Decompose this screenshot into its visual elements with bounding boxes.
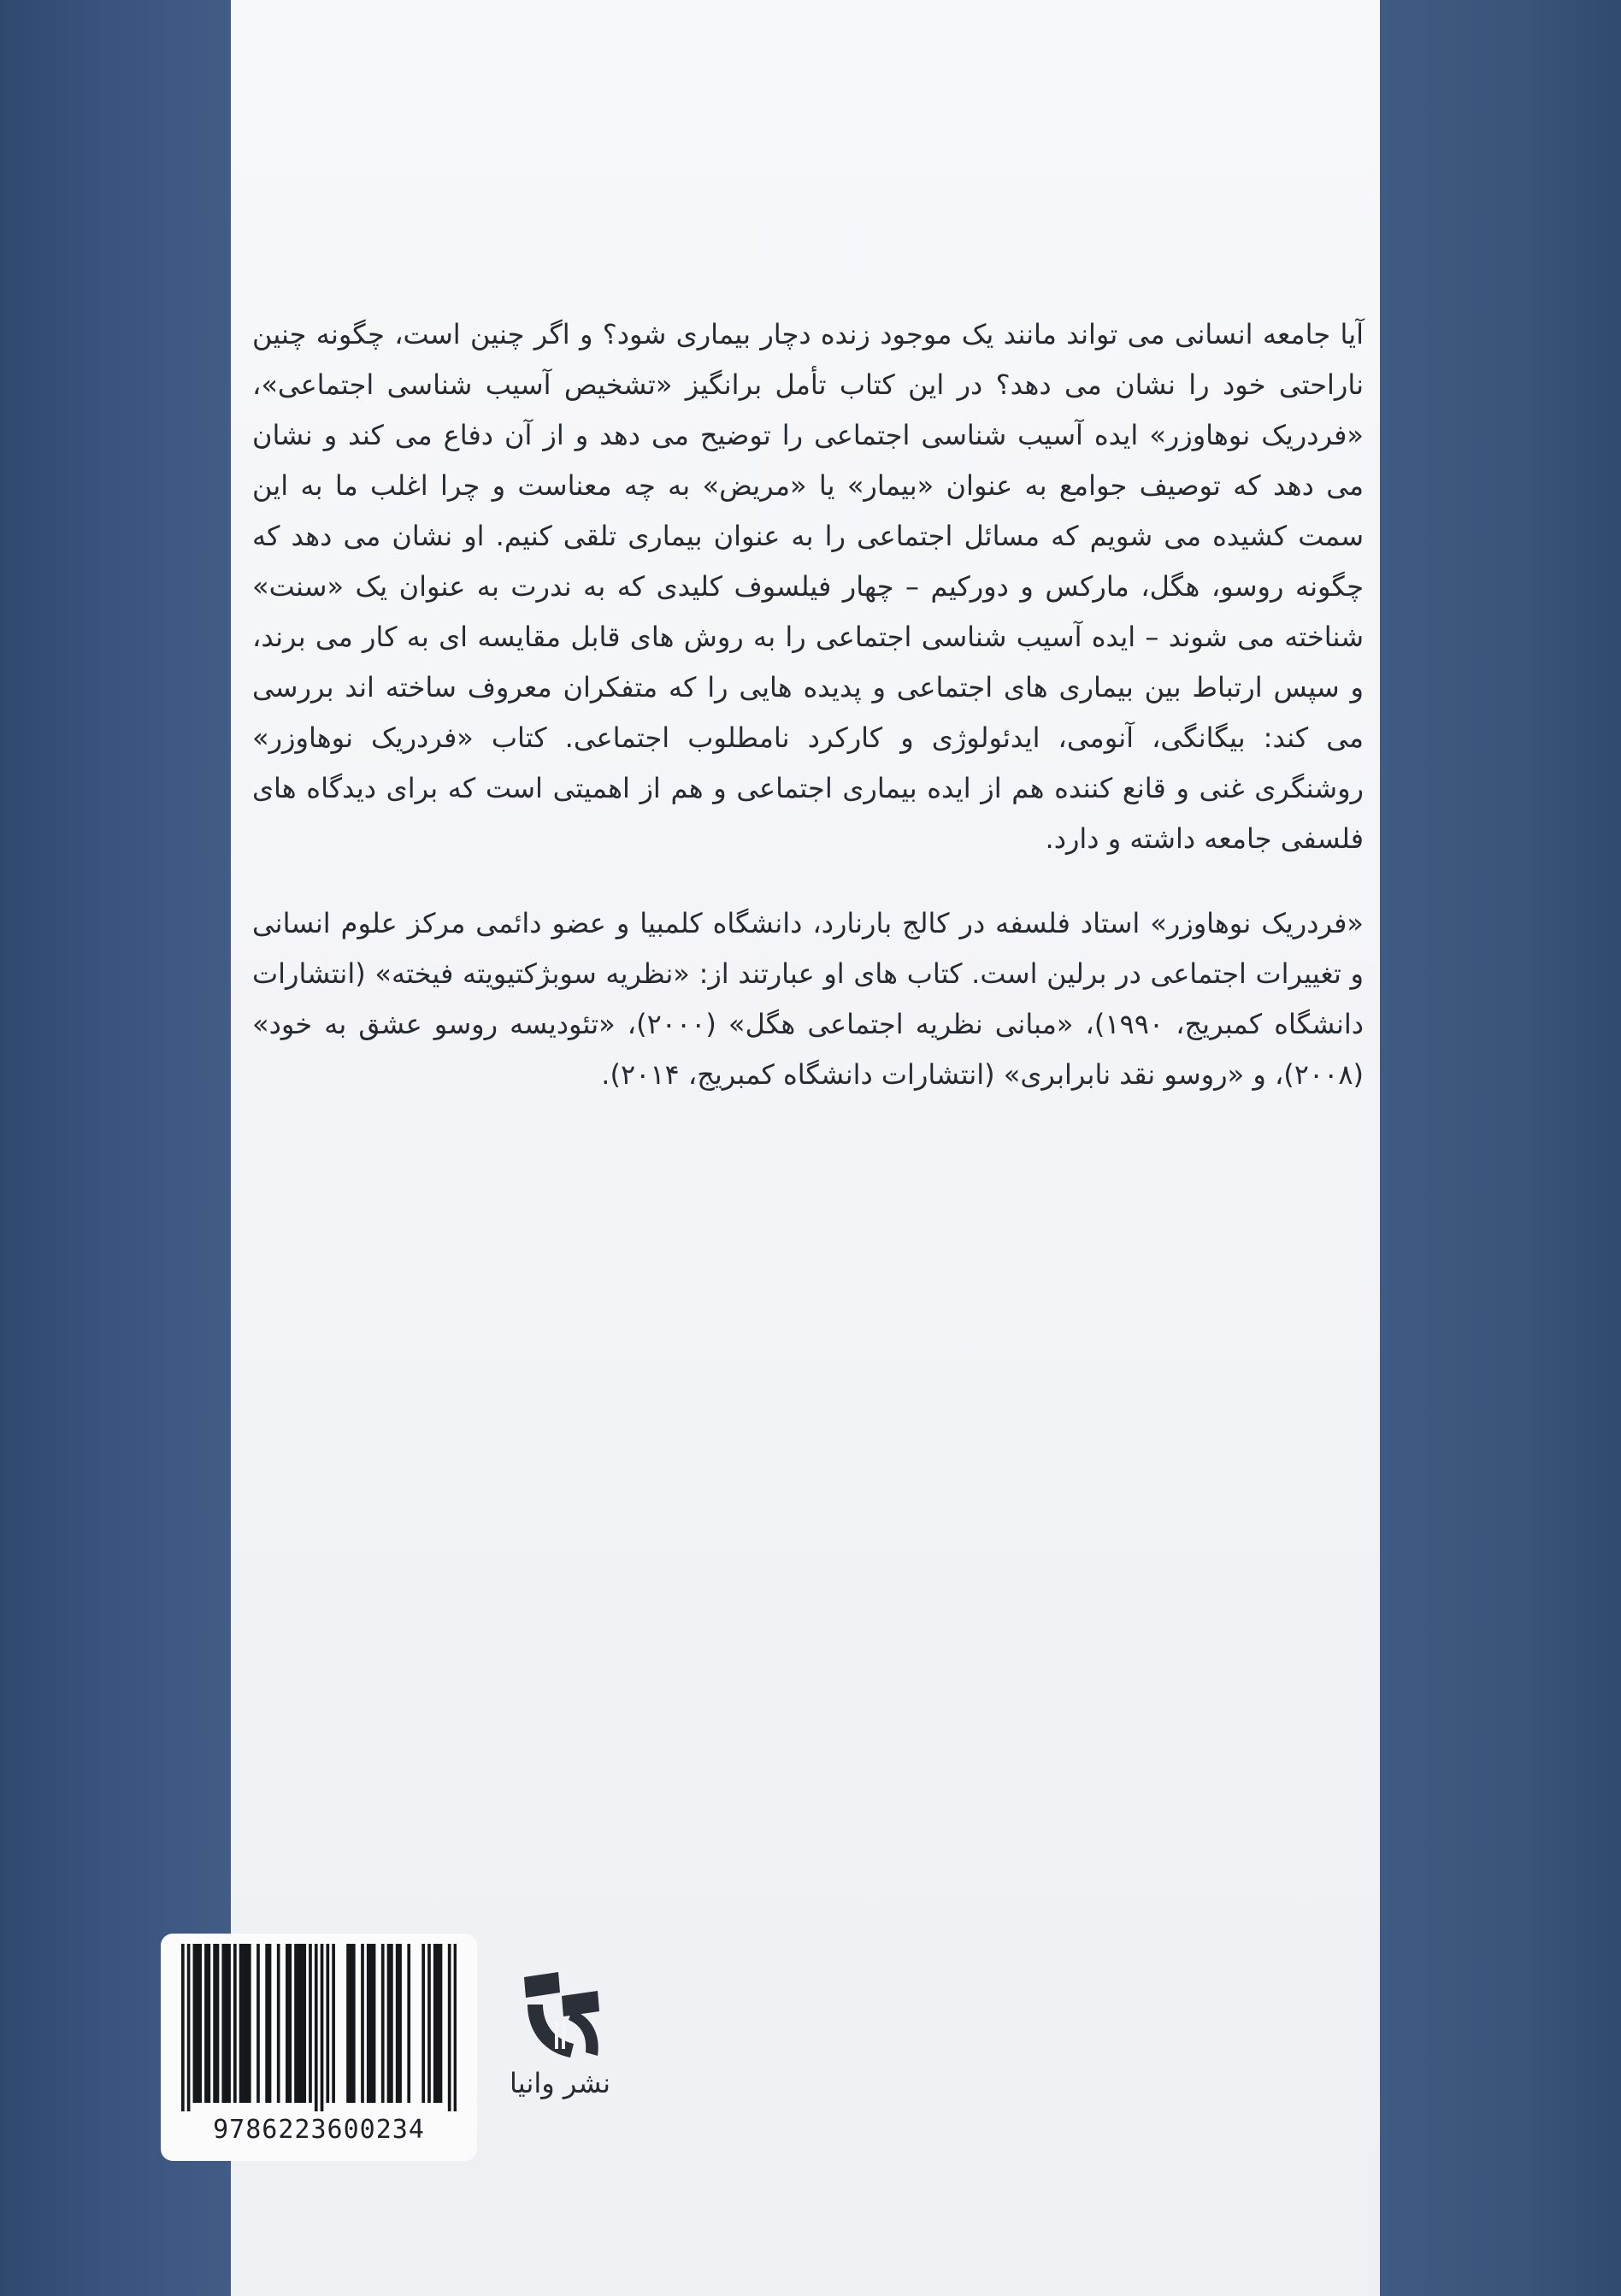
- barcode-bar: [427, 1944, 431, 2103]
- back-cover-blurb: [252, 309, 1364, 1100]
- book-description: آیا جامعه انسانی می تواند مانند یک موجود زنده دچار بیماری شود؟ و اگر چنین است، چگونه چنین ناراحتی خود را نشان می دهد؟ در این کتاب تأمل برانگیز «تشخیص آسیب شناسی اجتماعی»، «فردریک نوهاوزر» ایده آسیب شناسی اجتماعی را توضیح می دهد و از آن دفاع می کند و نشان می دهد که توصیف جوامع به عنوان «بیمار» یا «مریض» به چه معناست و چرا اغلب ما به این سمت کشیده می شویم که مسائل اجتماعی را به عنوان بیماری تلقی کنیم. او نشان می دهد که چگونه روسو، هگل، مارکس و دورکیم – چهار فیلسوف کلیدی که به ندرت به عنوان یک «سنت» شناخته می شوند – ایده آسیب شناسی اجتماعی را به روش های قابل مقایسه ای به کار می برند، و سپس ارتباط بین بیماری های اجتماعی و پدیده هایی را که متفکران معروف ساخته اند بررسی می کند: بیگانگی، آنومی، ایدئولوژی و کارکرد نامطلوب اجتماعی. کتاب «فردریک نوهاوزر» روشنگری غنی و قانع کننده هم از ایده بیماری اجتماعی و هم از اهمیتی است که برای دیدگاه های فلسفی جامعه داشته و دارد.: [252, 318, 1364, 855]
- barcode-bar: [326, 1944, 329, 2103]
- barcode-bar: [288, 1944, 292, 2103]
- barcode-bar: [448, 1944, 451, 2111]
- barcode-bar: [332, 1944, 335, 2103]
- barcode-bar: [315, 1944, 318, 2111]
- barcode-bar: [233, 1944, 237, 2103]
- barcode-bar: [286, 1944, 289, 2103]
- barcode-bar: [309, 1944, 312, 2103]
- barcode-bar: [245, 1944, 249, 2103]
- barcode-bar: [198, 1944, 202, 2103]
- barcode-bar: [350, 1944, 353, 2103]
- barcode-bar: [407, 1944, 410, 2103]
- barcode-icon: [181, 1944, 457, 2111]
- barcode-bar: [208, 1944, 211, 2103]
- barcode-bar: [421, 1944, 425, 2103]
- barcode-bar: [225, 1944, 228, 2103]
- barcode-bar: [193, 1944, 197, 2103]
- barcode-bar: [268, 1944, 272, 2103]
- barcode-bar: [369, 1944, 373, 2103]
- cover-border-right: [1380, 0, 1621, 2296]
- barcode-bar: [303, 1944, 306, 2103]
- barcode-bar: [256, 1944, 260, 2103]
- isbn-number: 9786223600234: [213, 2115, 425, 2145]
- barcode-bar: [390, 1944, 393, 2103]
- barcode-bar: [265, 1944, 268, 2103]
- barcode-box: [161, 1934, 477, 2161]
- barcode-bar: [352, 1944, 356, 2103]
- vanya-publisher-logo-icon: [509, 1970, 611, 2064]
- barcode-bar: [433, 1944, 437, 2103]
- barcode-bar: [248, 1944, 251, 2103]
- barcode-bar: [387, 1944, 391, 2103]
- barcode-bar: [181, 1944, 185, 2111]
- barcode-bar: [436, 1944, 439, 2103]
- barcode-bar: [300, 1944, 304, 2103]
- barcode-bar: [381, 1944, 385, 2103]
- barcode-bar: [321, 1944, 324, 2111]
- barcode-bar: [277, 1944, 280, 2103]
- barcode-bar: [221, 1944, 225, 2103]
- barcode-bar: [346, 1944, 350, 2103]
- barcode-bar: [196, 1944, 199, 2103]
- barcode-bar: [227, 1944, 231, 2103]
- barcode-bar: [454, 1944, 457, 2111]
- barcode-bar: [213, 1944, 216, 2103]
- barcode-bar: [361, 1944, 364, 2103]
- barcode-bar: [373, 1944, 376, 2103]
- publisher-name: نشر وانیا: [510, 2067, 610, 2099]
- barcode-bar: [216, 1944, 220, 2103]
- barcode-bar: [439, 1944, 443, 2103]
- barcode-bar: [294, 1944, 298, 2103]
- barcode-bar: [398, 1944, 402, 2103]
- barcode-bar: [187, 1944, 191, 2111]
- barcode-bar: [204, 1944, 208, 2103]
- barcode-bar: [298, 1944, 301, 2103]
- barcode-bar: [239, 1944, 243, 2103]
- barcode-bar: [367, 1944, 370, 2103]
- author-bio: «فردریک نوهاوزر» استاد فلسفه در کالج بارنارد، دانشگاه کلمبیا و عضو دائمی مرکز علوم انسانی و تغییرات اجتماعی در برلین است. کتاب های او عبارتند از: «نظریه سوبژکتیویته فیخته» (انتشارات دانشگاه کمبریج، ۱۹۹۰)، «مبانی نظریه اجتماعی هگل» (۲۰۰۰)، «تئودیسه روسو عشق به خود» (۲۰۰۸)، و «روسو نقد نابرابری» (انتشارات دانشگاه کمبریج، ۲۰۱۴).: [252, 907, 1365, 1091]
- barcode-bar: [396, 1944, 399, 2103]
- barcode-bar: [242, 1944, 245, 2103]
